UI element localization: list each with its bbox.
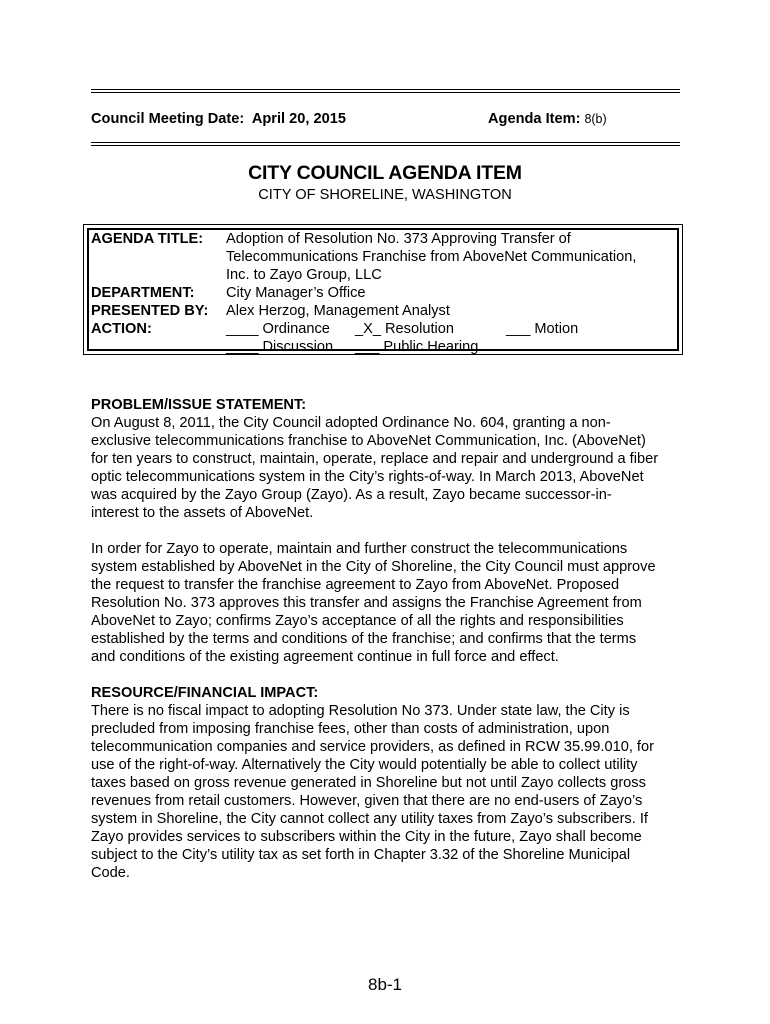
resource-heading: RESOURCE/FINANCIAL IMPACT:: [91, 685, 319, 701]
problem-paragraph-1: [91, 414, 691, 522]
presented-by-label: PRESENTED BY:: [91, 303, 209, 319]
department-value: City Manager’s Office: [226, 285, 366, 301]
text-line: There is no fiscal impact to adopting Resolution No 373. Under state law, the City is: [91, 703, 630, 719]
text-line: for ten years to construct, maintain, operate, replace and repair and underground a fiber: [91, 451, 659, 467]
department-label: DEPARTMENT:: [91, 285, 195, 301]
text-line: interest to the assets of AboveNet.: [91, 505, 314, 521]
text-line: Code.: [91, 865, 130, 881]
page-subtitle: CITY OF SHORELINE, WASHINGTON: [258, 187, 512, 203]
text-line: was acquired by the Zayo Group (Zayo). As a result, Zayo became successor-in-: [91, 487, 612, 503]
text-line: AboveNet to Zayo; confirms Zayo’s acceptance of all the rights and responsibilities: [91, 613, 624, 629]
presented-by-value: Alex Herzog, Management Analyst: [226, 303, 450, 319]
agenda-title-line: Inc. to Zayo Group, LLC: [226, 267, 382, 283]
action-resolution: _X_ Resolution: [355, 321, 454, 337]
agenda-title-line: Telecommunications Franchise from AboveNet Communication,: [226, 249, 637, 265]
action-public-hearing: ___ Public Hearing: [355, 339, 479, 355]
action-discussion: ____ Discussion: [226, 339, 334, 355]
text-line: exclusive telecommunications franchise to AboveNet Communication, Inc. (AboveNet): [91, 433, 646, 449]
agenda-item-value: 8(b): [584, 112, 607, 126]
text-line: Resolution No. 373 approves this transfer and assigns the Franchise Agreement from: [91, 595, 642, 611]
text-line: In order for Zayo to operate, maintain and further construct the telecommunications: [91, 541, 628, 557]
header-top-rule: [91, 89, 680, 90]
text-line: taxes based on gross revenue generated in Shoreline but not until Zayo collects gross: [91, 775, 646, 791]
text-line: subject to the City’s utility tax as set forth in Chapter 3.32 of the Shoreline Municipal: [91, 847, 631, 863]
agenda-item-label: Agenda Item:: [488, 111, 581, 127]
text-line: optic telecommunications system in the City’s rights-of-way. In March 2013, AboveNet: [91, 469, 644, 485]
text-line: Zayo provides services to subscribers within the City in the future, Zayo shall become: [91, 829, 642, 845]
text-line: On August 8, 2011, the City Council adopted Ordinance No. 604, granting a non-: [91, 415, 611, 431]
action-label: ACTION:: [91, 321, 152, 337]
page-title: CITY COUNCIL AGENDA ITEM: [248, 162, 522, 184]
text-line: and conditions of the existing agreement continue in full force and effect.: [91, 649, 559, 665]
meeting-date-label: Council Meeting Date:: [91, 111, 245, 127]
text-line: the request to transfer the franchise agreement to Zayo from AboveNet. Proposed: [91, 577, 620, 593]
text-line: use of the right-of-way. Alternatively the City would potentially be able to collect utility: [91, 757, 638, 773]
agenda-title-line: Adoption of Resolution No. 373 Approving Transfer of: [226, 231, 571, 247]
text-line: precluded from imposing franchise fees, other than costs of administration, upon: [91, 721, 610, 737]
text-line: telecommunication companies and service providers, as defined in RCW 35.99.010, for: [91, 739, 654, 755]
action-motion: ___ Motion: [506, 321, 579, 337]
text-line: system in Shoreline, the City cannot collect any utility taxes from Zayo’s subscribers. If: [91, 811, 648, 827]
text-line: revenues from retail customers. However, given that there are no end-users of Zayo’s: [91, 793, 643, 809]
resource-paragraph: [91, 702, 691, 882]
agenda-item: [488, 111, 607, 127]
meeting-date: [91, 111, 346, 127]
header-bottom-rule: [91, 142, 680, 143]
problem-paragraph-2: [91, 540, 691, 666]
meeting-date-value: April 20, 2015: [251, 111, 346, 127]
agenda-title-label: AGENDA TITLE:: [91, 231, 204, 247]
action-ordinance: ____ Ordinance: [226, 321, 330, 337]
header-top-rule-2: [91, 92, 680, 93]
header-bottom-rule-2: [91, 145, 680, 146]
text-line: system established by AboveNet in the City of Shoreline, the City Council must approve: [91, 559, 656, 575]
text-line: established by the terms and conditions of the franchise; and confirms that the terms: [91, 631, 637, 647]
page-number: 8b-1: [367, 975, 403, 994]
problem-heading: PROBLEM/ISSUE STATEMENT:: [91, 397, 307, 413]
